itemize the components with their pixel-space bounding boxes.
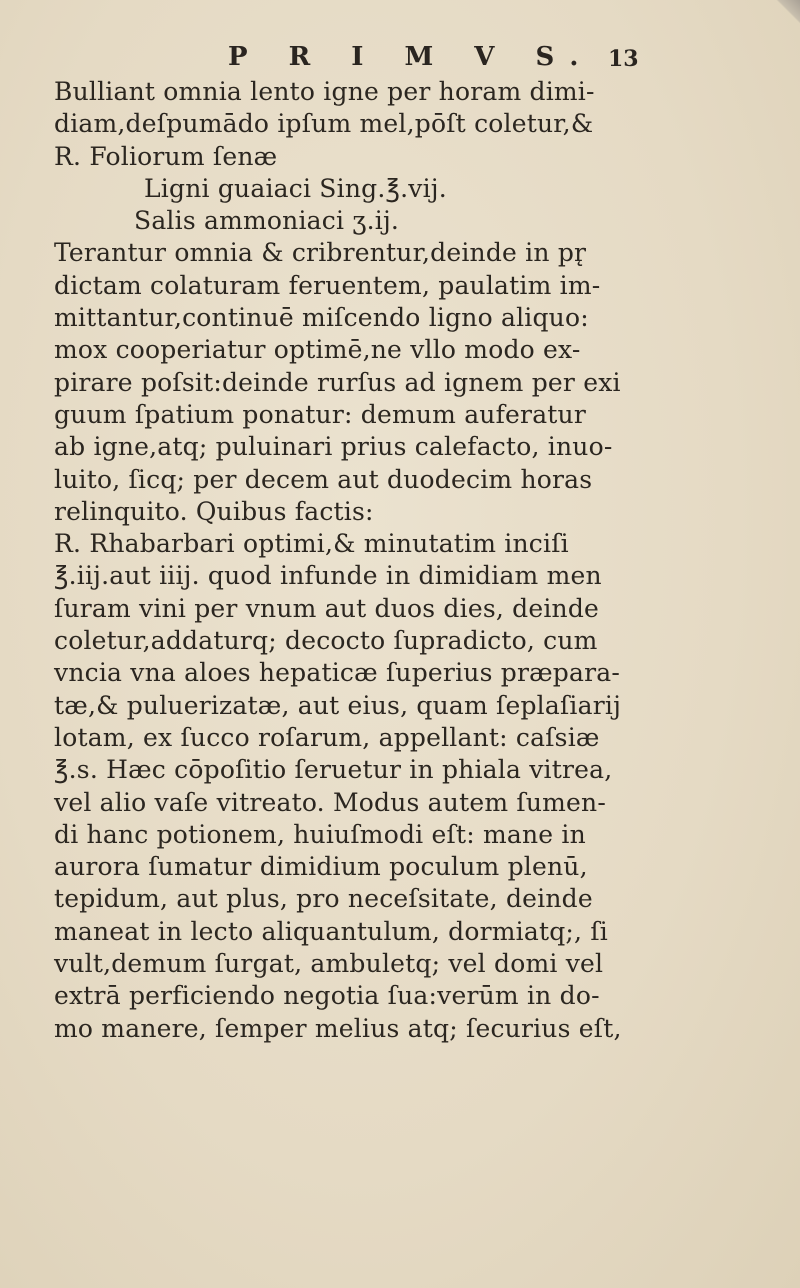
- text-line: maneat in lecto aliquantulum, dormiatq;, ſi: [54, 916, 608, 946]
- text-line: luito, ſicq; per decem aut duodecim horas: [54, 464, 593, 494]
- text-line: ℥.s. Hæc cōpoſitio ſeruetur in phiala vitrea,: [54, 755, 613, 785]
- running-head: [0, 38, 800, 78]
- recipe-line: Salis ammoniaci ʒ.ij.: [134, 206, 400, 236]
- text-line: vult,demum ſurgat, ambuletq; vel domi vel: [54, 949, 604, 979]
- text-line: vncia vna aloes hepaticæ ſuperius præpara-: [54, 658, 621, 688]
- text-line: dictam colaturam feruentem, paulatim im-: [54, 270, 601, 300]
- text-line: Terantur omnia & cribrentur,deinde in pr̨: [54, 238, 587, 268]
- text-line: guum ſpatium ponatur: demum auferatur: [54, 399, 587, 429]
- text-line: coletur,addaturq; decocto ſupradicto, cum: [54, 626, 598, 656]
- text-line: di hanc potionem, huiuſmodi eſt: mane in: [54, 819, 586, 849]
- page-number: 13: [608, 46, 639, 72]
- text-line: mo manere, ſemper melius atq; ſecurius eſt,: [54, 1013, 622, 1043]
- recipe-line: Ligni guaiaci Sing.℥.vij.: [144, 173, 447, 203]
- running-title: P R I M V S.: [228, 42, 595, 72]
- text-line: pirare poſsit:deinde rurſus ad ignem per exi: [54, 367, 621, 397]
- text-line: tæ,& puluerizatæ, aut eius, quam ſeplaſiarij: [54, 690, 622, 720]
- page-corner-fold: [776, 0, 800, 24]
- text-line: lotam, ex ſucco roſarum, appellant: caſsiæ: [54, 722, 600, 752]
- text-line: extrā perficiendo negotia ſua:verūm in do-: [54, 981, 600, 1011]
- text-line: mox cooperiatur optimē,ne vllo modo ex-: [54, 335, 581, 365]
- text-line: diam,deſpumādo ipſum mel,pōſt coletur,&: [54, 109, 594, 139]
- text-line: vel alio vaſe vitreato. Modus autem ſumen-: [54, 787, 606, 817]
- text-line: tepidum, aut plus, pro neceſsitate, deinde: [54, 884, 593, 914]
- text-line: mittantur,continuē miſcendo ligno aliquo:: [54, 303, 589, 333]
- text-line: Bulliant omnia lento igne per horam dimi-: [54, 77, 595, 106]
- body-text: [54, 76, 654, 1045]
- recipe-line: R. Rhabarbari optimi,& minutatim inciſi: [54, 529, 569, 559]
- recipe-line: R. Foliorum ſenæ: [54, 141, 278, 171]
- text-line: relinquito. Quibus factis:: [54, 496, 374, 526]
- text-line: ℥.iij.aut iiij. quod infunde in dimidiam men: [54, 561, 602, 591]
- text-line: aurora ſumatur dimidium poculum plenū,: [54, 852, 588, 882]
- text-line: ab igne,atq; puluinari prius calefacto, inuo-: [54, 432, 613, 462]
- text-line: ſuram vini per vnum aut duos dies, deinde: [54, 593, 600, 623]
